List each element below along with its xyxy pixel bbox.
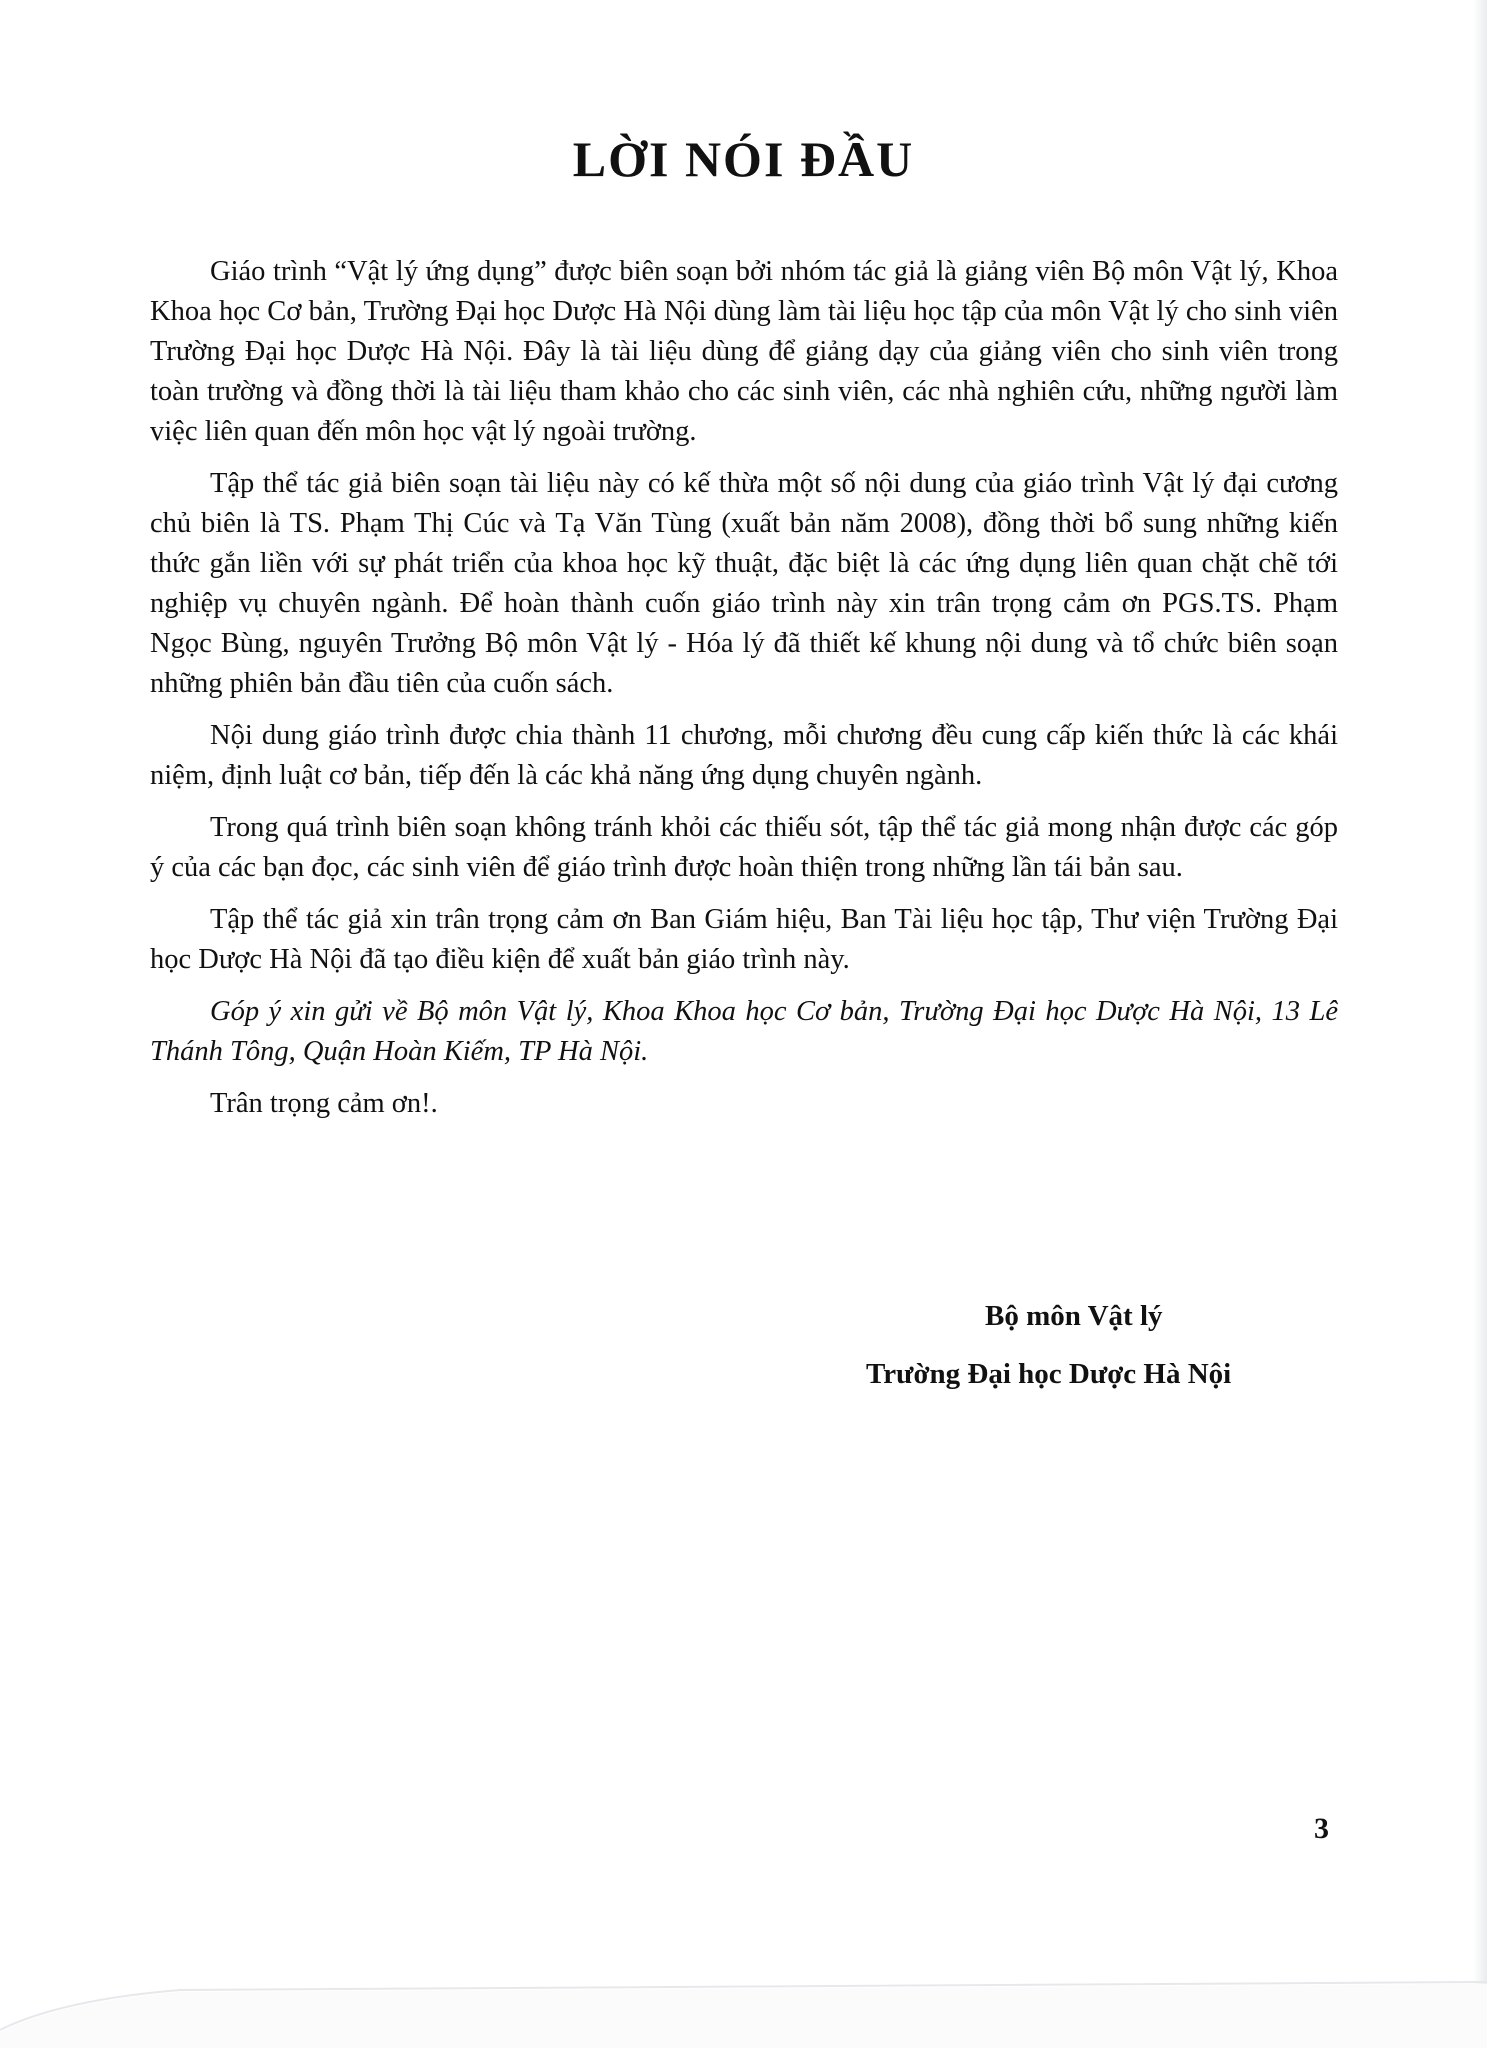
paragraph-content-overview: Nội dung giáo trình được chia thành 11 chương, mỗi chương đều cung cấp kiến thức là các khái niệm, định luật cơ bản, tiếp đến là các khả năng ứng dụng chuyên ngành. <box>150 720 1338 791</box>
paragraph-closing: Trân trọng cảm ơn!. <box>210 1088 438 1119</box>
paragraph-feedback-request: Trong quá trình biên soạn không tránh khỏi các thiếu sót, tập thể tác giả mong nhận được các góp ý của các bạn đọc, các sinh viên để giáo trình được hoàn thiện trong những lần tái bản sau. <box>150 812 1338 883</box>
signature-block <box>0 1300 1487 1420</box>
paragraph-authors-acknowledgement: Tập thể tác giả biên soạn tài liệu này có kế thừa một số nội dung của giáo trình Vật lý đại cương chủ biên là TS. Phạm Thị Cúc và Tạ Văn Tùng (xuất bản năm 2008), đồng thời bổ sung những kiến thức gắn liền với sự phát triển của khoa học kỹ thuật, đặc biệt là các ứng dụng liên quan chặt chẽ tới nghiệp vụ chuyên ngành. Để hoàn thành cuốn giáo trình này xin trân trọng cảm ơn PGS.TS. Phạm Ngọc Bùng, nguyên Trưởng Bộ môn Vật lý - Hóa lý đã thiết kế khung nội dung và tổ chức biên soạn những phiên bản đầu tiên của cuốn sách. <box>150 468 1338 699</box>
paragraph-introduction: Giáo trình “Vật lý ứng dụng” được biên soạn bởi nhóm tác giả là giảng viên Bộ môn Vật lý, Khoa Khoa học Cơ bản, Trường Đại học Dược Hà Nội dùng làm tài liệu học tập của môn Vật lý cho sinh viên Trường Đại học Dược Hà Nội. Đây là tài liệu dùng để giảng dạy của giảng viên cho sinh viên trong toàn trường và đồng thời là tài liệu tham khảo cho các sinh viên, các nhà nghiên cứu, những người làm việc liên quan đến môn học vật lý ngoài trường. <box>150 256 1338 447</box>
page-curl-shadow <box>0 1960 1487 2048</box>
signature-department: Bộ môn Vật lý <box>985 1300 1163 1332</box>
signature-university: Trường Đại học Dược Hà Nội <box>866 1358 1232 1390</box>
page-number: 3 <box>1314 1812 1329 1845</box>
body-text <box>150 252 1338 1136</box>
paragraph-contact-address: Góp ý xin gửi về Bộ môn Vật lý, Khoa Khoa học Cơ bản, Trường Đại học Dược Hà Nội, 13 Lê Thánh Tông, Quận Hoàn Kiếm, TP Hà Nội. <box>150 996 1338 1067</box>
page-title: LỜI NÓI ĐẦU <box>572 131 915 187</box>
paragraph-thanks: Tập thể tác giả xin trân trọng cảm ơn Ban Giám hiệu, Ban Tài liệu học tập, Thư viện Trường Đại học Dược Hà Nội đã tạo điều kiện để xuất bản giáo trình này. <box>150 904 1338 975</box>
page-edge-shadow <box>1473 0 1487 2048</box>
